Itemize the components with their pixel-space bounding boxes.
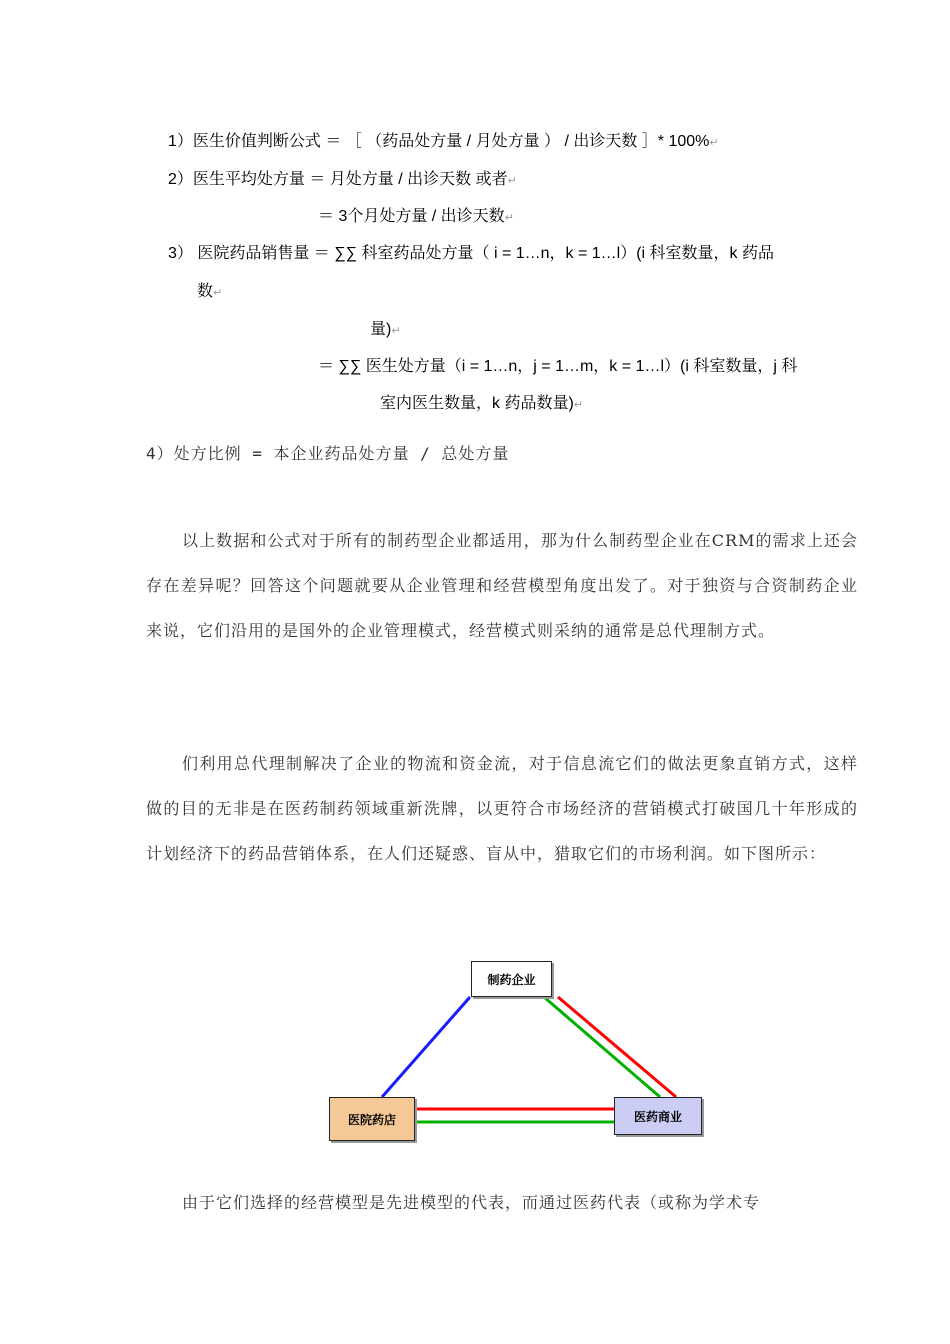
formula-2: 2）医生平均处方量 ＝ 月处方量 / 出诊天数 或者↵ <box>168 171 517 188</box>
formula-3-line1: 3） 医院药品销售量 ＝ ∑∑ 科室药品处方量（ i = 1…n，k = 1…l）(i 科室数量，k 药品 <box>168 245 774 262</box>
blue-connector-line <box>382 997 470 1097</box>
paragraph-mark: ↵ <box>573 399 583 411</box>
red-connector-line-diagonal <box>558 997 676 1097</box>
paragraph-mark: ↵ <box>391 325 401 337</box>
paragraph-mark: ↵ <box>213 287 223 299</box>
paragraph-3: 由于它们选择的经营模型是先进模型的代表，而通过医药代表（或称为学术专 <box>182 1193 761 1212</box>
paragraph-2: 们利用总代理制解决了企业的物流和资金流，对于信息流它们的做法更象直销方式，这样做的目的无非是在医药制药领域重新洗牌，以更符合市场经济的营销模式打破国几十年形成的计划经济下的药品营销体系，在人们还疑惑、盲从中，猎取它们的市场利润。如下图所示： <box>146 754 858 863</box>
formula-3-line4: ＝ ∑∑ 医生处方量（i = 1…n，j = 1…m，k = 1…l）(i 科室数量，j 科 <box>318 358 798 375</box>
pharma-company-node: 制药企业 <box>471 961 552 997</box>
formula-3-line3: 量)↵ <box>370 321 401 338</box>
formula-3-line2: 数↵ <box>197 283 223 300</box>
green-connector-line-diagonal <box>544 997 660 1097</box>
paragraph-1: 以上数据和公式对于所有的制药型企业都适用，那为什么制药型企业在CRM的需求上还会存在差异呢？回答这个问题就要从企业管理和经营模型角度出发了。对于独资与合资制药企业来说，它们沿用的是国外的企业管理模式，经营模式则采纳的通常是总代理制方式。 <box>146 531 858 640</box>
formula-1: 1）医生价值判断公式 ＝ ［ （药品处方量 / 月处方量 ） / 出诊天数 ］* 100%↵ <box>168 133 719 150</box>
pharma-distributor-node: 医药商业 <box>614 1097 702 1135</box>
formula-4: 4）处方比例 = 本企业药品处方量 / 总处方量 <box>146 444 510 463</box>
paragraph-mark: ↵ <box>507 175 517 187</box>
paragraph-mark: ↵ <box>709 137 719 149</box>
paragraph-mark: ↵ <box>504 212 514 224</box>
formula-2-alt: ＝ 3个月处方量 / 出诊天数↵ <box>318 208 514 225</box>
formula-3-line5: 室内医生数量，k 药品数量)↵ <box>380 395 583 412</box>
hospital-pharmacy-node: 医院药店 <box>329 1097 415 1141</box>
